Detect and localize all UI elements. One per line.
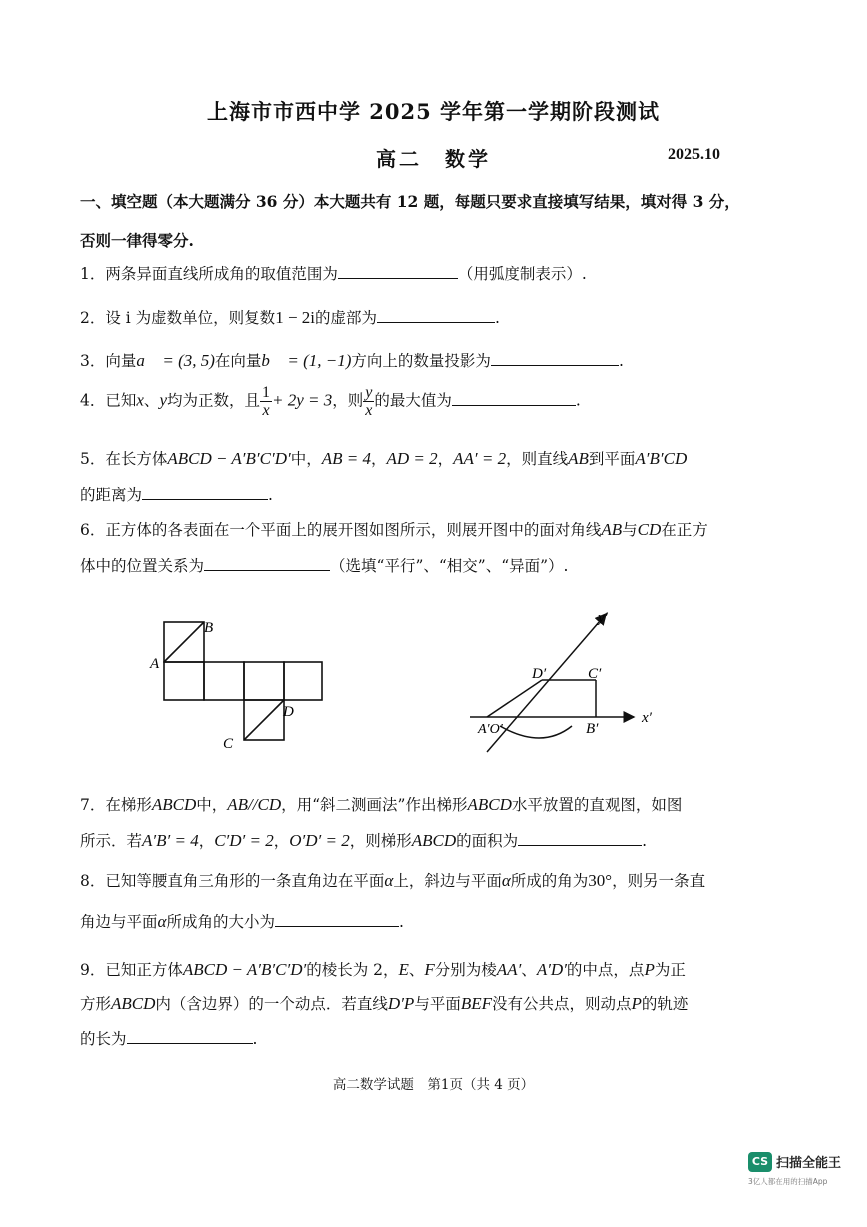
question-7-line2 (80, 829, 780, 851)
q7-end: . (642, 832, 648, 850)
net-diagonal-ab (164, 622, 204, 662)
q8-text-e: 角边与平面 (80, 913, 158, 931)
q8-end: . (398, 913, 404, 931)
q4-text-b: 均为正数，且 (166, 391, 260, 410)
rotation-arc (500, 726, 572, 738)
q8-text-b: 上，斜边与平面 (393, 872, 502, 890)
q3-text-a: 3．向量 (80, 352, 137, 370)
q2-expression: 1 − 2i (275, 308, 315, 327)
q8-alpha-2: α (501, 871, 511, 890)
q8-answer-blank[interactable] (275, 912, 399, 927)
q9-point-p: P (644, 960, 655, 979)
q9-plane-bef: BEF (460, 994, 492, 1013)
q9-text-c: 分别为棱 (434, 961, 497, 979)
question-8-line1 (80, 869, 780, 891)
label-b: B′ (586, 721, 599, 737)
q7-text-b: 中， (196, 796, 228, 814)
q7-text-f: ，则梯形 (349, 832, 412, 850)
q3-vector-a: a⃗ = (3, 5) (136, 351, 215, 370)
q7-parallel: AB//CD (227, 795, 282, 814)
question-2 (80, 306, 780, 328)
q9-text-g: 为正 (654, 961, 686, 979)
q4-text-c: ，则 (332, 391, 364, 410)
q7-text-c: ，用“斜二测画法”作出梯形 (281, 796, 468, 814)
question-8-line2 (80, 910, 780, 932)
net-label-b: B (204, 620, 214, 636)
label-a-o: A′O′ (478, 722, 503, 737)
q3-text-c: 方向上的数量投影为 (351, 352, 491, 370)
q5-text-d: 到平面 (588, 450, 636, 468)
q9-answer-blank[interactable] (127, 1029, 253, 1044)
question-9-line3 (80, 1027, 780, 1049)
q2-answer-blank[interactable] (377, 308, 495, 323)
q3-end: . (618, 352, 624, 370)
q9-text-i: 内（含边界）的一个动点．若直线 (155, 995, 388, 1013)
q4-frac1-num: 1 (262, 384, 270, 401)
camscanner-name: 扫描全能王 (776, 1156, 842, 1171)
camscanner-logo-icon: CS (748, 1152, 772, 1172)
q4-var-y: y (159, 390, 167, 410)
net-face-3 (244, 662, 284, 700)
q1-text-b: （用弧度制表示）. (457, 265, 587, 283)
q7-trapezoid: ABCD (151, 795, 197, 814)
q1-text-a: 1．两条异面直线所成角的取值范围为 (80, 265, 338, 283)
q5-measure-ab: AB = 4 (321, 449, 371, 468)
question-5-line1 (80, 447, 780, 469)
net-label-d: D (283, 704, 294, 720)
q9-edge-ad: A′D′ (536, 960, 567, 979)
q8-text-a: 8．已知等腰直角三角形的一条直角边在平面 (80, 872, 385, 890)
question-6-line2 (80, 554, 780, 576)
question-5-line2 (80, 483, 780, 505)
q4-equation: + 2y = 3 (272, 390, 333, 410)
label-d: D′ (532, 666, 547, 682)
q4-fraction-2 (363, 384, 374, 419)
exam-subtitle: 高二 数学 (376, 147, 491, 171)
q5-plane: A′B′CD (635, 449, 688, 468)
q4-fraction-1 (260, 384, 272, 419)
q1-answer-blank[interactable] (338, 264, 458, 279)
q8-text-c: 所成的角为 (510, 872, 589, 890)
question-1 (80, 262, 780, 284)
q4-text-d: 的最大值为 (374, 391, 452, 410)
q5-end: . (268, 486, 273, 504)
label-x-axis: x′ (642, 710, 652, 726)
q6-diagonal-ab: AB (601, 520, 623, 539)
q5-text-b: 中， (290, 450, 322, 468)
q7-text-g: 的面积为 (456, 832, 519, 850)
q4-answer-blank[interactable] (452, 391, 576, 406)
q8-text-f: 所成角的大小为 (166, 913, 275, 931)
q8-text-d: ，则另一条直 (612, 872, 706, 890)
question-9-line2 (80, 992, 780, 1014)
q9-text-m: 的长为 (80, 1030, 127, 1048)
q7-measure-ab: A′B′ = 4 (142, 831, 199, 850)
q4-end: . (575, 391, 581, 410)
q9-sep: 、 (408, 961, 425, 979)
q7-measure-cd: C′D′ = 2 (214, 831, 274, 850)
q5-line-ab: AB (568, 449, 589, 468)
q3-answer-blank[interactable] (491, 351, 619, 366)
q5-sep2: ， (437, 450, 454, 468)
net-face-4 (284, 662, 322, 700)
q7-trapezoid-2: ABCD (467, 795, 512, 814)
q6-text-d: 体中的位置关系为 (80, 557, 205, 575)
q9-edge-aa: AA′ (496, 960, 522, 979)
exam-title: 上海市市西中学 2025 学年第一学期阶段测试 (206, 99, 661, 124)
q8-alpha-3: α (157, 912, 167, 931)
label-c: C′ (588, 666, 602, 682)
q7-text-a: 7．在梯形 (80, 796, 152, 814)
q7-answer-blank[interactable] (518, 831, 642, 846)
q5-text-a: 5．在长方体 (80, 450, 168, 468)
net-label-c: C (223, 736, 234, 752)
q9-point-f: F (424, 960, 435, 979)
label-y-axis: y′ (598, 610, 608, 626)
net-face-1 (164, 662, 204, 700)
question-7-line1 (80, 793, 780, 815)
q9-line-dp: D′P (387, 994, 415, 1013)
q9-point-e: E (398, 960, 409, 979)
q7-text-d: 水平放置的直观图，如图 (511, 796, 683, 814)
question-3 (80, 349, 780, 371)
q9-text-j: 与平面 (414, 995, 461, 1013)
q4-frac1-den: x (262, 402, 270, 419)
q4-text-a: 4．已知 (80, 391, 137, 410)
q4-frac2-den: x (365, 402, 373, 419)
q5-measure-ad: AD = 2 (386, 449, 438, 468)
q9-text-h: 方形 (80, 995, 112, 1013)
q8-angle: 30° (588, 871, 613, 890)
exam-date: 2025.10 (668, 146, 720, 163)
question-6-line1 (80, 518, 780, 540)
q9-text-a: 9．已知正方体 (80, 961, 183, 979)
net-label-a: A (150, 656, 160, 672)
q9-text-b: 的棱长为 2， (306, 961, 399, 979)
q6-text-a: 6．正方体的各表面在一个平面上的展开图如图所示，则展开图中的面对角线 (80, 521, 602, 539)
section-heading-line1: 一、填空题（本大题满分 36 分）本大题共有 12 题，每题只要求直接填写结果，填对得 3 分， (80, 192, 740, 211)
section-heading-line2: 否则一律得零分. (80, 231, 194, 250)
q2-text-b: 的虚部为 (315, 309, 378, 327)
q8-alpha: α (384, 871, 394, 890)
net-face-2 (204, 662, 244, 700)
question-9-line1 (80, 958, 780, 980)
q7-sep2: ， (273, 832, 290, 850)
q2-end: . (495, 309, 500, 327)
q9-text-k: 没有公共点，则动点 (491, 995, 632, 1013)
question-4 (80, 384, 780, 419)
q7-sep1: ， (198, 832, 215, 850)
q9-end: . (252, 1030, 258, 1048)
q5-answer-blank[interactable] (142, 485, 268, 500)
q5-text-e: 的距离为 (80, 486, 143, 504)
net-diagonal-cd (244, 700, 284, 740)
q6-diagonal-cd: CD (637, 520, 662, 539)
q9-text-d: 的中点，点 (566, 961, 645, 979)
q9-square: ABCD (111, 994, 156, 1013)
q3-text-b: 在向量 (214, 352, 262, 370)
q4-frac2-num: y (365, 384, 373, 401)
q5-text-c: ，则直线 (506, 450, 569, 468)
q9-text-l: 的轨迹 (641, 995, 689, 1013)
q3-vector-b: b⃗ = (1, −1) (261, 351, 352, 370)
q9-point-p-2: P (631, 994, 642, 1013)
q5-measure-aa: AA′ = 2 (453, 449, 507, 468)
q9-solid: ABCD − A′B′C′D′ (182, 960, 307, 979)
q7-trapezoid-3: ABCD (411, 831, 457, 850)
oblique-drawing-figure (462, 600, 672, 760)
q5-sep1: ， (370, 450, 387, 468)
q6-text-c: 在正方 (661, 521, 708, 539)
q6-text-e: （选填“平行”、“相交”、“异面”）. (330, 557, 569, 575)
camscanner-tagline: 3亿人都在用的扫描App (748, 1177, 828, 1186)
page-footer: 高二数学试题 第1页（共 4 页） (332, 1077, 535, 1093)
q9-sep2: 、 (521, 961, 537, 979)
q2-text-a: 2．设 i 为虚数单位，则复数 (80, 309, 276, 327)
q4-var-x: x (136, 390, 144, 410)
q6-answer-blank[interactable] (204, 556, 330, 571)
cube-net-figure (140, 612, 340, 757)
q7-measure-od: O′D′ = 2 (289, 831, 350, 850)
q7-text-e: 所示．若 (80, 832, 143, 850)
q6-text-b: 与 (622, 521, 638, 539)
q5-solid: ABCD − A′B′C′D′ (167, 449, 291, 468)
q4-sep: 、 (143, 391, 160, 410)
